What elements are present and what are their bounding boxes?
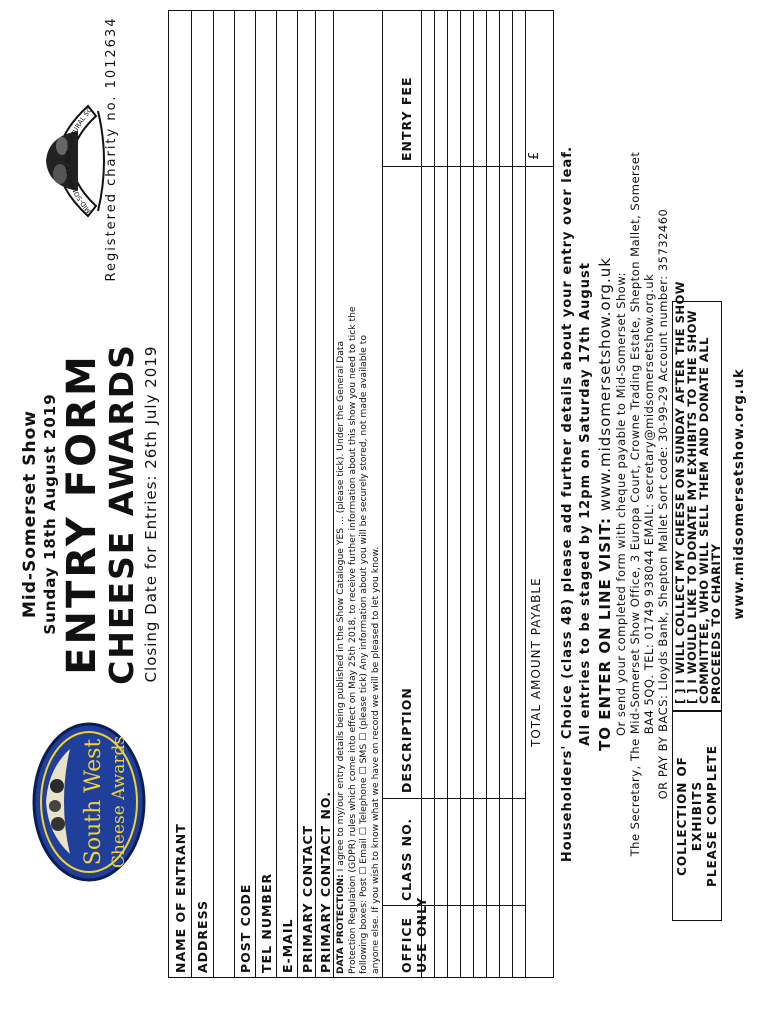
col-entry-fee: ENTRY FEE <box>399 76 414 161</box>
total-amount-payable-label: TOTAL AMOUNT PAYABLE <box>529 577 543 747</box>
logo-text-south-west: South West <box>81 738 106 866</box>
data-protection-line-3: following boxes: Post ☐ Email ☐ Telephone ☐ SMS ☐ (please tick) Any information about you will be securely stored, not made available to <box>358 335 370 974</box>
field-label-email: E-MAIL <box>280 918 295 973</box>
col-class-no: CLASS NO. <box>399 817 414 901</box>
show-name: Mid-Somerset Show <box>20 410 40 618</box>
staging-deadline-note: All entries to be staged by 12pm on Saturday 17th August <box>578 262 593 746</box>
website-footer: www.midsomersetshow.org.uk <box>732 368 747 620</box>
householders-choice-note: Householders' Choice (class 48) please add further details about your entry over leaf. <box>560 145 575 863</box>
postal-address: The Secretary, The Mid-Somerset Show Office, 3 Europa Court, Crowne Trading Estate, Shepton Mallet, Somerset <box>628 151 642 857</box>
form-title: ENTRY FORM <box>59 353 105 675</box>
option-donate-line-2: COMMITTEE, WHO WILL SELL THEM AND DONATE ALL <box>697 337 711 704</box>
mid-somerset-society-logo <box>18 86 118 236</box>
data-protection-line-1: I agree to my/our entry details being published in the Show Catalogue YES ... (please tick). Under the General Data <box>335 340 346 875</box>
option-donate-line-3: PROCEEDS TO CHARITY <box>709 543 723 704</box>
logo-text-cheese-awards: Cheese Awards <box>109 735 129 869</box>
data-protection-notice <box>335 14 381 974</box>
enter-online-label: TO ENTER ON LINE VISIT: <box>596 517 614 751</box>
collection-label-line-2: EXHIBITS <box>690 780 704 852</box>
field-label-name-of-entrant: NAME OF ENTRANT <box>173 823 188 973</box>
data-protection-line-2: Protection Regulation (GDPR) rules which come into effect on May 25th 2018, to receive further information about this show you need to tick the <box>346 306 358 974</box>
data-protection-line-4: anyone else. If you wish to know what we have on record we will be pleased to let you know. <box>369 546 381 974</box>
show-date: Sunday 18th August 2019 <box>41 393 59 635</box>
postal-address-contact: BA4 5QQ. TEL: 01749 938044 EMAIL: secretary@midsomersetshow.org.uk <box>642 273 656 735</box>
total-currency-sign: £ <box>527 151 542 160</box>
south-west-cheese-awards-logo <box>30 719 148 884</box>
enter-online-line <box>596 24 614 984</box>
bacs-payment-details: OR PAY BY BACS: Lloyds Bank, Shepton Mallet Sort code: 30-99-29 Account number: 35732460 <box>656 208 670 800</box>
collection-label-line-3: PLEASE COMPLETE <box>705 745 719 887</box>
field-label-post-code: POST CODE <box>238 883 253 973</box>
closing-date: Closing Date for Entries: 26th July 2019 <box>142 345 160 683</box>
col-description: DESCRIPTION <box>399 687 414 793</box>
field-label-primary-contact-no: PRIMARY CONTACT NO. <box>318 790 333 973</box>
data-protection-heading: DATA PROTECTION: <box>335 874 346 974</box>
field-label-primary-contact: PRIMARY CONTACT <box>300 824 315 973</box>
collection-options-box <box>672 281 723 711</box>
postal-instructions: Or send your completed form with cheque payable to Mid-Somerset Show: <box>614 272 628 736</box>
option-donate-exhibits[interactable]: [ ] I WOULD LIKE TO DONATE MY EXHIBITS TO THE SHOW <box>685 309 699 704</box>
society-logo-text: MID-SOMERSET AGRICULTURAL SO <box>63 105 95 215</box>
field-label-address: ADDRESS <box>195 899 210 973</box>
option-collect-cheese[interactable]: [ ] I WILL COLLECT MY CHEESE ON SUNDAY AFTER THE SHOW <box>673 281 687 704</box>
charity-number: Registered charity no. 1012634 <box>104 16 119 282</box>
awards-title: CHEESE AWARDS <box>102 343 141 685</box>
entry-form-table <box>168 10 554 978</box>
field-label-tel-number: TEL NUMBER <box>259 872 274 973</box>
enter-online-url: www.midsomersetshow.org.uk <box>596 257 614 517</box>
collection-label-line-1: COLLECTION OF <box>675 756 689 876</box>
collection-of-exhibits-box <box>672 711 722 921</box>
col-office-use-only: OFFICE USE ONLY <box>399 896 429 973</box>
